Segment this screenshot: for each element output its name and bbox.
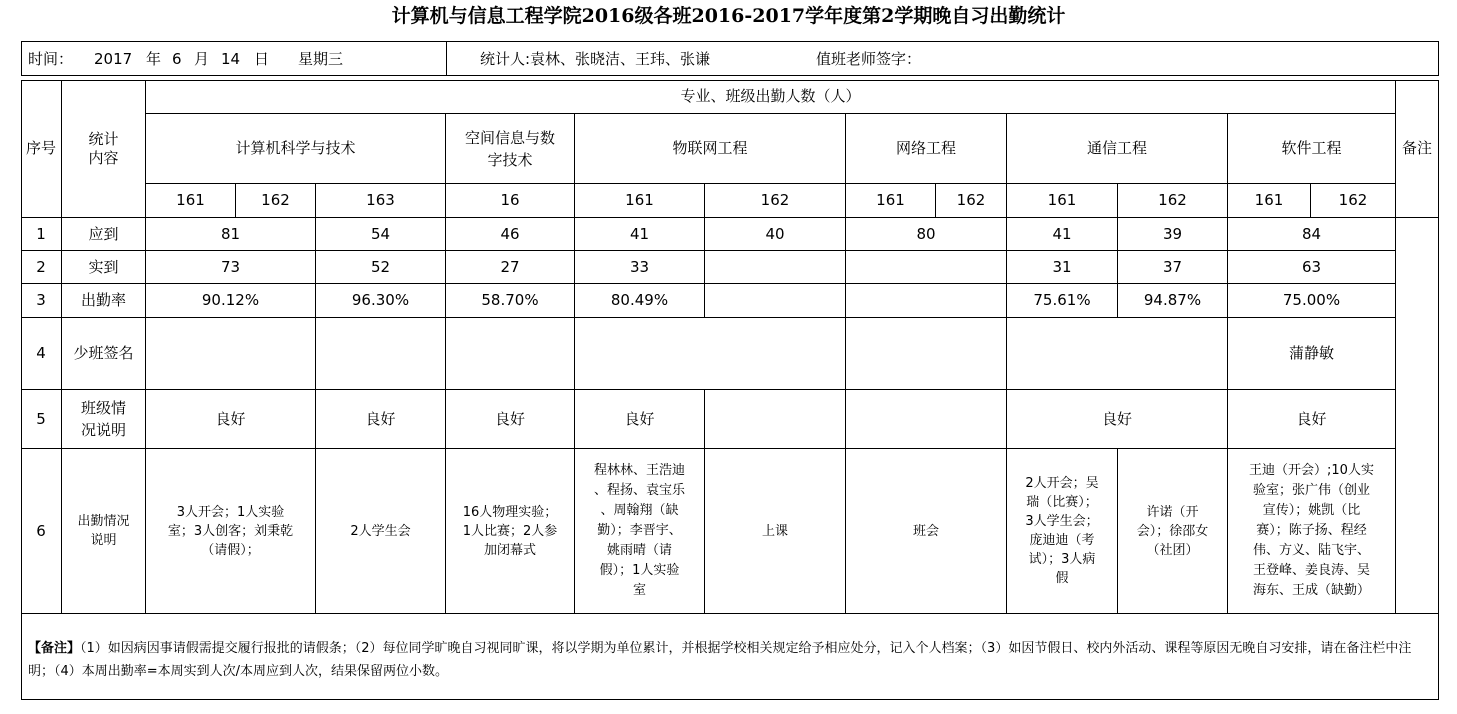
status-cell-empty [846, 390, 1007, 449]
class-header: 16 [446, 184, 575, 218]
header-content: 统计 内容 [62, 80, 146, 218]
class-header: 161 [846, 184, 936, 218]
status-cell: 良好 [1228, 390, 1396, 449]
month-value: 6 [172, 50, 182, 68]
notes-text: （1）如因病因事请假需提交履行报批的请假条；（2）每位同学旷晚自习视同旷课，将以学期为单位累计，并根据学校相关规定给予相应处分，记入个人档案；（3）如因节假日、校内外活动、课程等原因无晚自习安排，请在备注栏中注明；（4）本周出勤率=本周实到人次/本周应到人次，结果保留两位小数。 [28, 641, 1412, 679]
detail-cell: 上课 [705, 449, 846, 614]
major-software: 软件工程 [1228, 114, 1396, 184]
signature-cell [575, 318, 846, 390]
actual-cell-empty [846, 251, 1007, 284]
class-header: 162 [1118, 184, 1228, 218]
day-unit: 日 [254, 50, 270, 68]
counters: 统计人:袁林、张晓洁、王玮、张谦 [480, 50, 711, 68]
row-label: 出勤情况 说明 [62, 449, 146, 614]
row-seq: 4 [21, 318, 62, 390]
rate-cell: 80.49% [575, 284, 705, 318]
actual-cell: 31 [1007, 251, 1118, 284]
header-remark: 备注 [1396, 80, 1439, 218]
expected-cell: 84 [1228, 218, 1396, 251]
class-header: 161 [1228, 184, 1311, 218]
signature-cell [316, 318, 446, 390]
status-cell-empty [705, 390, 846, 449]
weekday: 星期三 [298, 50, 344, 68]
detail-cell: 2人开会；吴 瑞（比赛）； 3人学生会； 庞迪迪（考 试）；3人病 假 [1007, 449, 1118, 614]
class-header: 162 [236, 184, 316, 218]
rate-cell-empty [846, 284, 1007, 318]
notes-label: 【备注】 [28, 641, 81, 656]
expected-cell: 46 [446, 218, 575, 251]
detail-cell: 程林林、王浩迪 、程扬、袁宝乐 、周翰翔（缺 勤）；李晋宇、 姚雨晴（请 假）；1人实验 室 [575, 449, 705, 614]
rate-cell: 90.12% [146, 284, 316, 318]
row-label: 班级情 况说明 [62, 390, 146, 449]
actual-cell: 33 [575, 251, 705, 284]
rate-cell: 75.61% [1007, 284, 1118, 318]
detail-cell: 16人物理实验； 1人比赛；2人参 加闭幕式 [446, 449, 575, 614]
time-label: 时间： [28, 50, 74, 68]
row-label: 应到 [62, 218, 146, 251]
page-title: 计算机与信息工程学院2016级各班2016-2017学年度第2学期晚自习出勤统计 [391, 5, 1066, 27]
row-seq: 3 [21, 284, 62, 318]
status-cell: 良好 [1007, 390, 1228, 449]
expected-cell: 80 [846, 218, 1007, 251]
rate-cell: 58.70% [446, 284, 575, 318]
actual-cell: 63 [1228, 251, 1396, 284]
day-value: 14 [221, 50, 241, 68]
year-value: 2017 [94, 50, 133, 68]
class-header: 162 [705, 184, 846, 218]
signature-cell: 蒲静敏 [1228, 318, 1396, 390]
actual-cell-empty [705, 251, 846, 284]
detail-cell: 王迪（开会）;10人实 验室；张广伟（创业 宣传）；姚凯（比 赛）；陈子扬、程经 伟、方义、陆飞宇、 王登峰、姜良涛、吴 海东、王成（缺勤） [1228, 449, 1396, 614]
expected-cell: 54 [316, 218, 446, 251]
header-seq: 序号 [21, 80, 62, 218]
rate-cell: 94.87% [1118, 284, 1228, 318]
expected-cell: 41 [575, 218, 705, 251]
class-header: 162 [1311, 184, 1396, 218]
signature-cell [846, 318, 1007, 390]
actual-cell: 52 [316, 251, 446, 284]
major-cs: 计算机科学与技术 [146, 114, 446, 184]
class-header: 161 [1007, 184, 1118, 218]
signature-cell [1007, 318, 1228, 390]
rate-cell: 75.00% [1228, 284, 1396, 318]
row-seq: 1 [21, 218, 62, 251]
rate-cell: 96.30% [316, 284, 446, 318]
expected-cell: 41 [1007, 218, 1118, 251]
signature-cell [446, 318, 575, 390]
month-unit: 月 [194, 50, 210, 68]
detail-cell: 2人学生会 [316, 449, 446, 614]
actual-cell: 37 [1118, 251, 1228, 284]
major-network: 网络工程 [846, 114, 1007, 184]
signature-cell [146, 318, 316, 390]
major-iot: 物联网工程 [575, 114, 846, 184]
status-cell: 良好 [146, 390, 316, 449]
major-comm: 通信工程 [1007, 114, 1228, 184]
expected-cell: 81 [146, 218, 316, 251]
class-header: 161 [575, 184, 705, 218]
major-spatial: 空间信息与数 字技术 [446, 114, 575, 184]
teacher-signature-label: 值班老师签字： [816, 50, 922, 68]
remark-cell [1396, 218, 1439, 614]
expected-cell: 39 [1118, 218, 1228, 251]
status-cell: 良好 [446, 390, 575, 449]
actual-cell: 73 [146, 251, 316, 284]
class-header: 162 [936, 184, 1007, 218]
row-label: 出勤率 [62, 284, 146, 318]
row-label: 少班签名 [62, 318, 146, 390]
row-seq: 2 [21, 251, 62, 284]
row-seq: 5 [21, 390, 62, 449]
detail-cell: 3人开会；1人实验 室；3人创客；刘秉乾 （请假）； [146, 449, 316, 614]
header-group: 专业、班级出勤人数（人） [146, 80, 1396, 114]
year-unit: 年 [146, 50, 162, 68]
class-header: 163 [316, 184, 446, 218]
rate-cell-empty [705, 284, 846, 318]
detail-cell: 许诺（开 会）；徐邵女 （社团） [1118, 449, 1228, 614]
status-cell: 良好 [316, 390, 446, 449]
expected-cell: 40 [705, 218, 846, 251]
notes [28, 637, 1432, 683]
row-label: 实到 [62, 251, 146, 284]
status-cell: 良好 [575, 390, 705, 449]
row-seq: 6 [21, 449, 62, 614]
class-header: 161 [146, 184, 236, 218]
actual-cell: 27 [446, 251, 575, 284]
detail-cell: 班会 [846, 449, 1007, 614]
